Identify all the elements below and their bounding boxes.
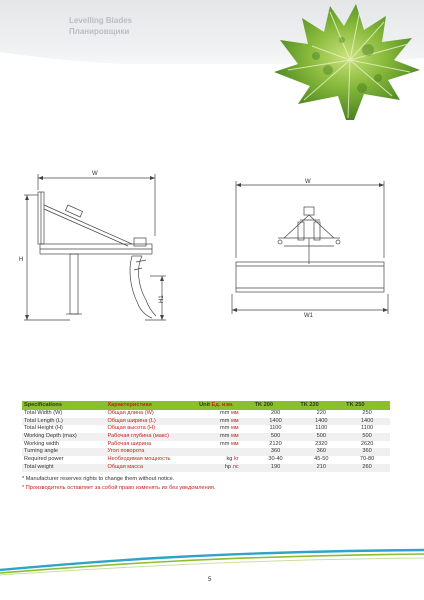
unit-ru: мм	[230, 440, 239, 447]
spec-value-model-3: 2620	[360, 440, 374, 447]
spec-name-en: Total weight	[24, 463, 54, 470]
header-model-1: TK 200	[254, 401, 273, 408]
spec-name-en: Total Length (L)	[24, 417, 63, 424]
unit-ru: лс	[232, 463, 239, 470]
table-row	[22, 410, 390, 418]
spec-value-model-1: 200	[270, 410, 281, 417]
unit-en: mm	[220, 433, 230, 440]
header-model-2: TK 220	[300, 401, 319, 408]
spec-value-model-3: 260	[362, 463, 372, 470]
unit-en: kg	[226, 456, 233, 463]
unit-en: mm	[220, 417, 230, 424]
table-row	[22, 433, 390, 441]
spec-value-model-1: 190	[270, 463, 281, 470]
spec-value-model-1: 1100	[269, 425, 282, 432]
dim-label-w1: W1	[304, 313, 313, 319]
dim-label-w-side: W	[92, 171, 98, 177]
side-view-drawing	[24, 174, 166, 320]
spec-unit	[197, 464, 253, 472]
spec-value-model-2: 45-50	[314, 456, 329, 463]
spec-name-en: Working Depth (max)	[24, 433, 77, 440]
unit-en: hp	[224, 463, 232, 470]
header-specifications: Specifications	[24, 401, 62, 408]
front-view-drawing	[232, 181, 388, 314]
spec-value-model-1: 2120	[269, 440, 282, 447]
spec-value-model-3: 70-80	[359, 456, 375, 463]
spec-name-ru: Общая масса	[107, 463, 143, 470]
technical-drawing	[0, 160, 424, 330]
spec-name-en: Total Width (W)	[24, 410, 63, 417]
table-row	[22, 441, 390, 449]
spec-name-en: Required power	[24, 456, 64, 463]
dim-label-h1: H1	[159, 295, 165, 303]
spec-value-model-2: 1400	[315, 417, 328, 424]
unit-ru: мм	[230, 410, 239, 417]
spec-value-model-3: 360	[362, 448, 372, 455]
table-row	[22, 464, 390, 472]
spec-value-model-2: 2320	[315, 440, 328, 447]
spec-name-ru: Рабочая глубина (макс)	[107, 433, 170, 440]
spec-unit	[197, 456, 253, 464]
spec-name-en: Total Height (H)	[24, 425, 63, 432]
unit-en: mm	[220, 410, 230, 417]
unit-en: mm	[220, 425, 230, 432]
footer-wave	[0, 548, 424, 578]
spec-unit	[197, 410, 253, 418]
table-header-row	[22, 401, 390, 410]
spec-value-model-3: 1100	[361, 425, 374, 432]
unit-ru: мм	[230, 425, 239, 432]
header-characteristics: Характеристики	[107, 401, 152, 408]
spec-value-model-1: 30-40	[268, 456, 283, 463]
table-row	[22, 456, 390, 464]
spec-name-ru: Необходимая мощность	[107, 456, 171, 463]
spec-value-model-1: 1400	[269, 417, 282, 424]
spec-value-model-1: 360	[270, 448, 281, 455]
spec-name-en: Turning angle	[24, 448, 58, 455]
spec-name-en: Working width	[24, 440, 60, 447]
spec-value-model-2: 360	[316, 448, 326, 455]
spec-unit	[197, 418, 253, 426]
spec-value-model-2: 220	[316, 410, 326, 417]
unit-ru: мм	[230, 433, 239, 440]
page-number: 5	[208, 577, 212, 583]
dim-label-w-front: W	[305, 179, 311, 185]
header-model-3: TK 250	[346, 401, 365, 408]
spec-value-model-3: 250	[362, 410, 372, 417]
spec-unit	[197, 448, 253, 456]
spec-unit	[197, 433, 253, 441]
leaf-illustration	[268, 0, 424, 128]
table-row	[22, 448, 390, 456]
note-en: * Manufacturer reserves rights to change them without notice.	[22, 476, 175, 482]
spec-value-model-2: 500	[316, 433, 326, 440]
table-row	[22, 418, 390, 426]
unit-ru: мм	[230, 417, 239, 424]
dim-label-h: H	[19, 257, 24, 263]
spec-name-ru: Общая высота (H)	[107, 425, 156, 432]
header-unit: Unit Ед. изм.	[199, 401, 234, 408]
unit-ru: kr	[233, 456, 239, 463]
specifications-table	[22, 401, 390, 472]
spec-value-model-2: 210	[316, 463, 326, 470]
unit-en: mm	[220, 440, 230, 447]
spec-unit	[197, 441, 253, 449]
page-title-en: Levelling Blades	[69, 16, 133, 25]
spec-value-model-3: 500	[362, 433, 372, 440]
note-ru: * Производитель оставляет за собой право изменять их без уведомления.	[22, 485, 216, 491]
page-title-ru: Планировщики	[69, 27, 130, 36]
spec-value-model-3: 1400	[360, 417, 374, 424]
spec-name-ru: Рабочая ширина	[107, 440, 151, 447]
spec-name-ru: Угол поворота	[107, 448, 145, 455]
spec-value-model-2: 1100	[315, 425, 328, 432]
table-row	[22, 425, 390, 433]
spec-name-ru: Общая ширина (L)	[107, 417, 156, 424]
spec-unit	[197, 425, 253, 433]
spec-value-model-1: 500	[270, 433, 281, 440]
spec-name-ru: Общая длина (W)	[107, 410, 154, 417]
